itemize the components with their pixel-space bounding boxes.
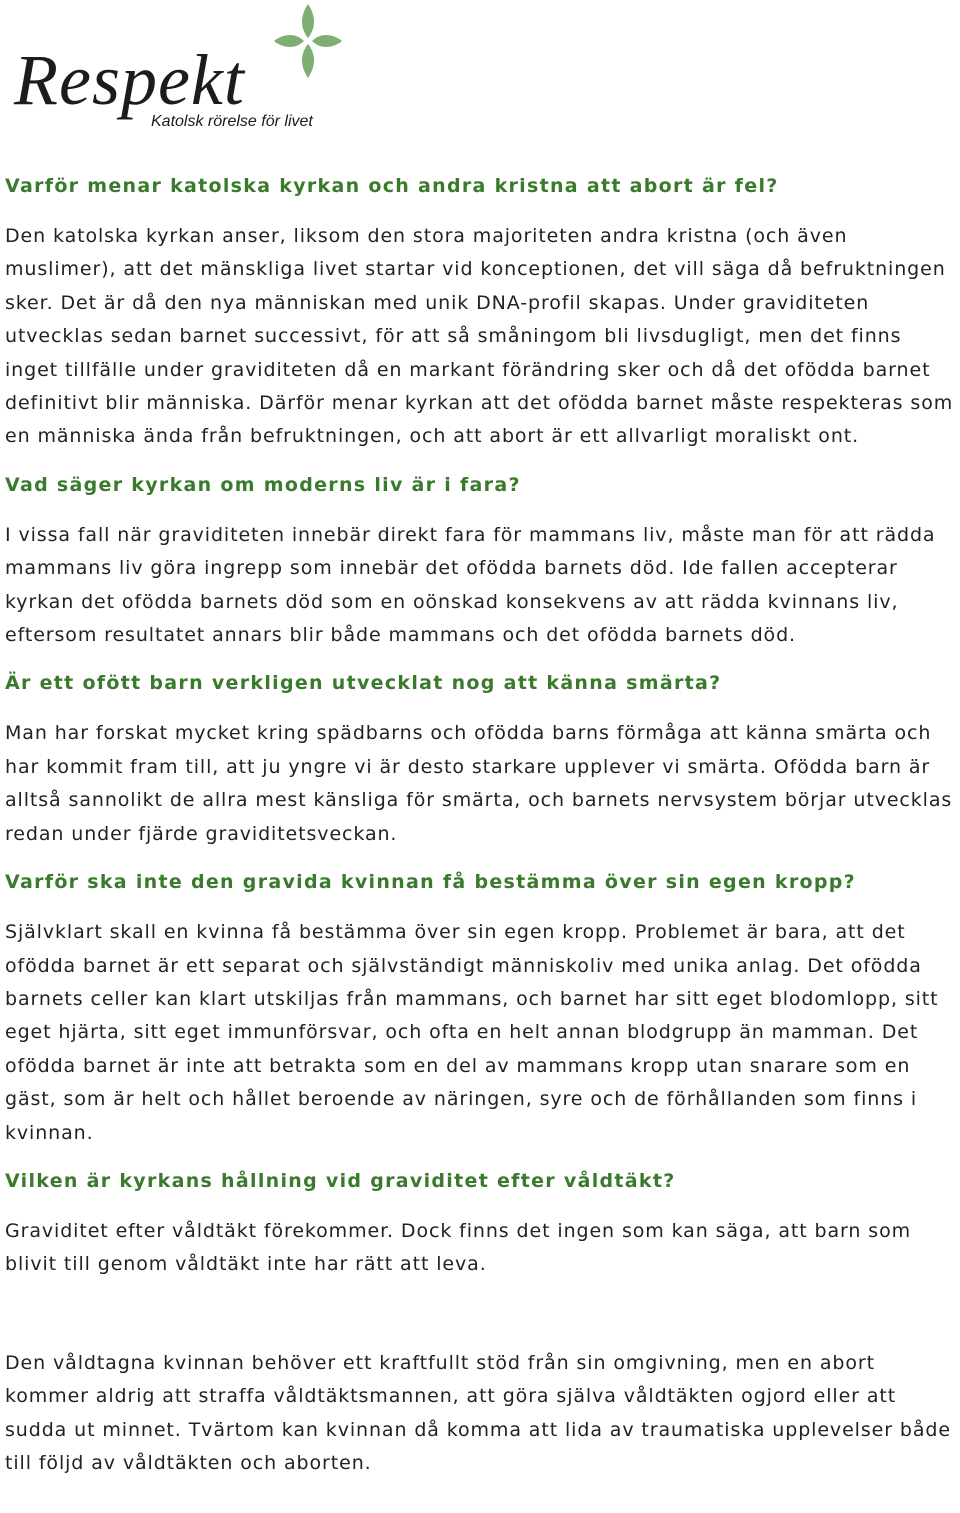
section-paragraph: Självklart skall en kvinna få bestämma över sin egen kropp. Problemet är bara, att det ofödda barnet är ett separat och självständigt människoliv med unika anlag. Det ofödda barnets celler kan klart utskiljas från mammans, och barnet har sitt eget blodomlopp, sitt eget hjärta, sitt eget immunförsvar, och ofta en helt annan blodgrupp än mamman. Det ofödda barnet är inte att betrakta som en del av mammans kropp utan snarare som en gäst, som är helt och hållet beroende av näringen, syre och de förhållanden som finns i kvinnan. xyxy=(5,921,939,1144)
section-heading: Varför ska inte den gravida kvinnan få bestämma över sin egen kropp? xyxy=(5,871,856,894)
respekt-logo xyxy=(10,0,360,132)
section-paragraph: Graviditet efter våldtäkt förekommer. Dock finns det ingen som kan säga, att barn som blivit till genom våldtäkt inte har rätt att leva. xyxy=(5,1219,912,1276)
section-heading: Vad säger kyrkan om moderns liv är i fara? xyxy=(5,473,521,496)
section-paragraph: I vissa fall när graviditeten innebär direkt fara för mammans liv, måste man för att rädda mammans liv göra ingrepp som innebär det ofödda barnets död. Ide fallen accepterar kyrkan det ofödda barnets död som en oönskad konsekvens av att rädda kvinnans liv, eftersom resultatet annars blir både mammans och det ofödda barnets död. xyxy=(5,523,936,647)
section-heading: Är ett ofött barn verkligen utvecklat nog att känna smärta? xyxy=(5,672,722,695)
flower-icon xyxy=(274,4,342,78)
section-paragraph: Man har forskat mycket kring spädbarns och ofödda barns förmåga att känna smärta och har kommit fram till, att ju yngre vi är desto starkare upplever vi smärta. Ofödda barn är alltså sannolikt de allra mest känsliga för smärta, och barnets nervsystem börjar utvecklas redan under fjärde graviditetsveckan. xyxy=(5,722,953,845)
logo-tagline-text: Katolsk rörelse för livet xyxy=(151,113,313,130)
section-paragraph: Den katolska kyrkan anser, liksom den stora majoriteten andra kristna (och även muslimer), att det mänskliga livet startar vid konceptionen, det vill säga då befruktningen sker. Det är då den nya människan med unik DNA-profil skapas. Under graviditeten utvecklas sedan barnet successivt, för att så småningom bli livsdugligt, men det finns inget tillfälle under graviditeten då en markant förändring sker och då det ofödda barnet definitivt blir människa. Därför menar kyrkan att det ofödda barnet måste respekteras som en människa ända från befruktningen, och att abort är ett allvarligt moraliskt ont. xyxy=(5,225,954,448)
section-paragraph: Den våldtagna kvinnan behöver ett kraftfullt stöd från sin omgivning, men en abort kommer aldrig att straffa våldtäktsmannen, att göra själva våldtäkten ogjord eller att sudda ut minnet. Tvärtom kan kvinnan då komma att lida av traumatiska upplevelser både till följd av våldtäkten och aborten. xyxy=(5,1351,951,1474)
section-heading: Vilken är kyrkans hållning vid graviditet efter våldtäkt? xyxy=(5,1169,676,1192)
logo-graphic xyxy=(10,0,360,132)
logo-brand-text: Respekt xyxy=(14,40,245,120)
section-heading: Varför menar katolska kyrkan och andra kristna att abort är fel? xyxy=(5,175,779,197)
article-content xyxy=(5,170,960,1480)
